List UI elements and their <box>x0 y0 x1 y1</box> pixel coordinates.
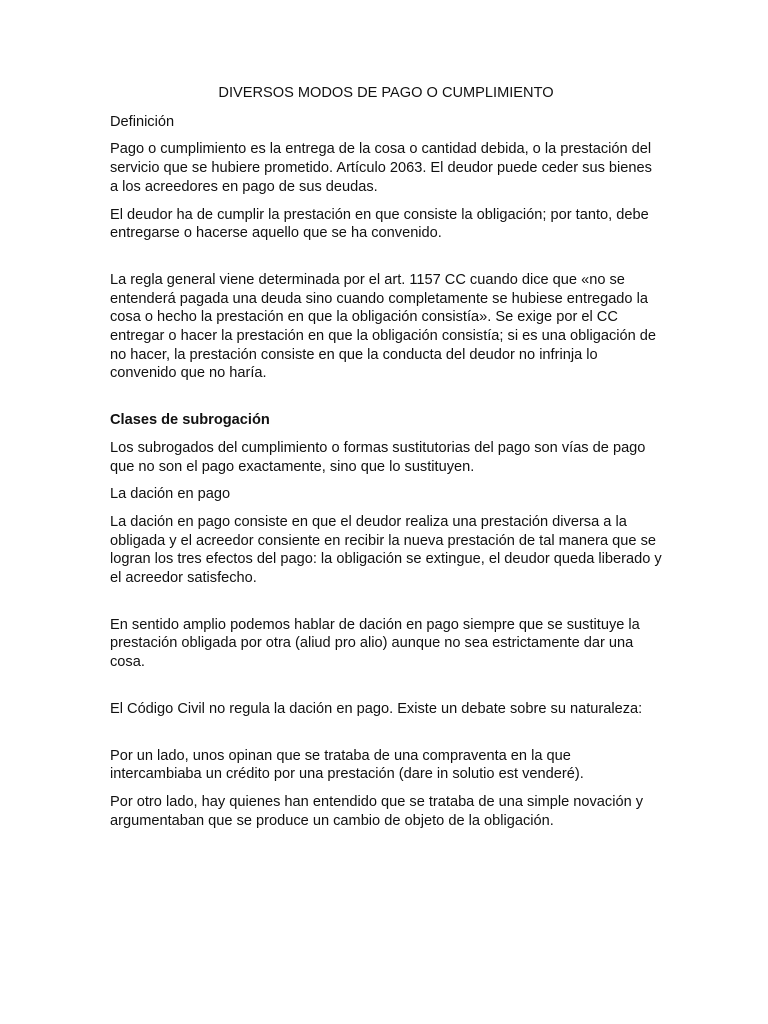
paragraph-novacion: Por otro lado, hay quienes han entendido que se trataba de una simple novación y argumentaban que se produce un cambio de objeto de la obligación. <box>110 793 644 829</box>
paragraph-cumplir-prestacion: El deudor ha de cumplir la prestación en que consiste la obligación; por tanto, debe entregarse o hacerse aquello que se ha convenido. <box>110 206 649 242</box>
paragraph-compraventa: Por un lado, unos opinan que se trataba de una compraventa en la que intercambiaba un crédito por una prestación (dare in solutio est venderé). <box>110 747 584 783</box>
paragraph-codigo-civil: El Código Civil no regula la dación en pago. Existe un debate sobre su naturaleza: <box>110 700 643 717</box>
paragraph-regla-general: La regla general viene determinada por el art. 1157 CC cuando dice que «no se entenderá pagada una deuda sino cuando completamente se hubiese entregado la cosa o hecho la prestación en que la obligación consistía». Se exige por el CC entregar o hacer la prestación en que la obligación consistía; si es una obligación de no hacer, la prestación consiste en que la conducta del deudor no infrinja lo convenido que no haría. <box>110 271 656 382</box>
spacer <box>110 252 662 271</box>
spacer <box>110 728 662 747</box>
spacer <box>110 681 662 700</box>
paragraph-definicion: Pago o cumplimiento es la entrega de la cosa o cantidad debida, o la prestación del servicio que se hubiere prometido. Artículo 2063. El deudor puede ceder sus bienes a los acreedores en pago de sus deudas. <box>110 141 652 195</box>
paragraph-subrogados: Los subrogados del cumplimiento o formas sustitutorias del pago son vías de pago que no son el pago exactamente, sino que lo sustituyen. <box>110 439 646 475</box>
spacer <box>110 597 662 616</box>
paragraph-dacion-definicion: La dación en pago consiste en que el deudor realiza una prestación diversa a la obligada y el acreedor consiente en recibir la nueva prestación de tal manera que se logran los tres efectos del pago: la obligación se extingue, el deudor queda liberado y el acreedor satisfecho. <box>110 513 662 587</box>
spacer <box>110 392 662 411</box>
paragraph-sentido-amplio: En sentido amplio podemos hablar de dación en pago siempre que se sustituye la prestación obligada por otra (aliud pro alio) aunque no sea estrictamente dar una cosa. <box>110 616 640 671</box>
section-label-dacion-en-pago: La dación en pago <box>110 486 231 503</box>
section-label-definicion: Definición <box>110 113 175 130</box>
section-heading-clases-subrogacion: Clases de subrogación <box>110 412 270 429</box>
document-title: DIVERSOS MODOS DE PAGO O CUMPLIMIENTO <box>218 85 554 101</box>
document-body <box>110 84 662 839</box>
